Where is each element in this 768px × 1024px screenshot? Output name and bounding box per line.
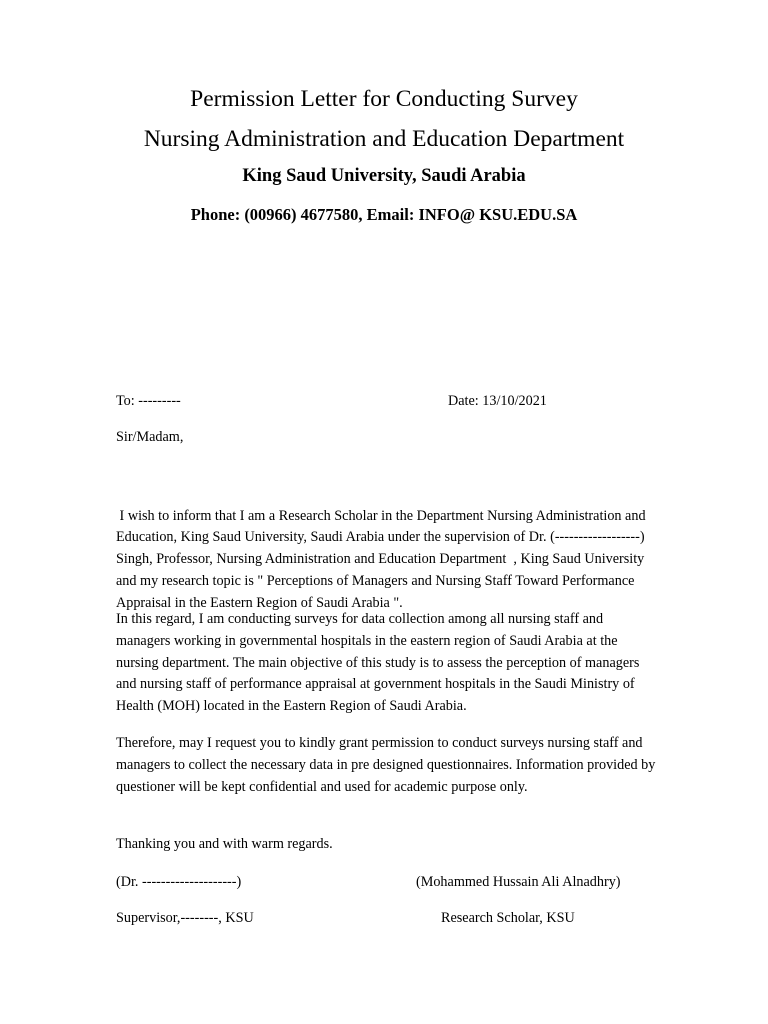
paragraph-purpose-text: In this regard, I am conducting surveys for data collection among all nursing staff and managers working in governmental hospitals in the eastern region of Saudi Arabia at the nursing department. The main objective of this study is to assess the perception of managers and nursing staff of performance appraisal at government hospitals in the Saudi Ministry of Health (MOH) located in the Eastern Region of Saudi Arabia.	[116, 611, 640, 715]
paragraph-introduction-text: I wish to inform that I am a Research Scholar in the Department Nursing Administration and Education, King Saud University, Saudi Arabia under the supervision of Dr. (------------------) Singh, Professor, Nursing Administration and Education Department , King Saud University and my research topic is " Perceptions of Managers and Nursing Staff Toward Performance Appraisal in the Eastern Region of Saudi Arabia ".	[116, 507, 650, 611]
closing-line: Thanking you and with warm regards.	[116, 836, 333, 852]
scholar-title: Research Scholar, KSU	[441, 910, 575, 926]
recipient-line: To: ---------	[116, 393, 181, 409]
supervisor-name: (Dr. --------------------)	[116, 874, 242, 890]
contact-info: Phone: (00966) 4677580, Email: INFO@ KSU.EDU.SA	[190, 205, 578, 224]
paragraph-request-text: Therefore, may I request you to kindly grant permission to conduct surveys nursing staff and managers to collect the necessary data in pre designed questionnaires. Information provided by questioner will be kept confidential and used for academic purpose only.	[116, 735, 656, 795]
letter-title: Permission Letter for Conducting Survey	[190, 86, 578, 112]
supervisor-title: Supervisor,--------, KSU	[116, 910, 254, 926]
paragraph-purpose	[116, 609, 656, 718]
letter-date: Date: 13/10/2021	[448, 393, 547, 409]
university-name: King Saud University, Saudi Arabia	[242, 166, 526, 186]
department-name: Nursing Administration and Education Department	[143, 126, 625, 152]
scholar-name: (Mohammed Hussain Ali Alnadhry)	[416, 874, 621, 890]
salutation: Sir/Madam,	[116, 429, 184, 445]
paragraph-request	[116, 733, 656, 798]
